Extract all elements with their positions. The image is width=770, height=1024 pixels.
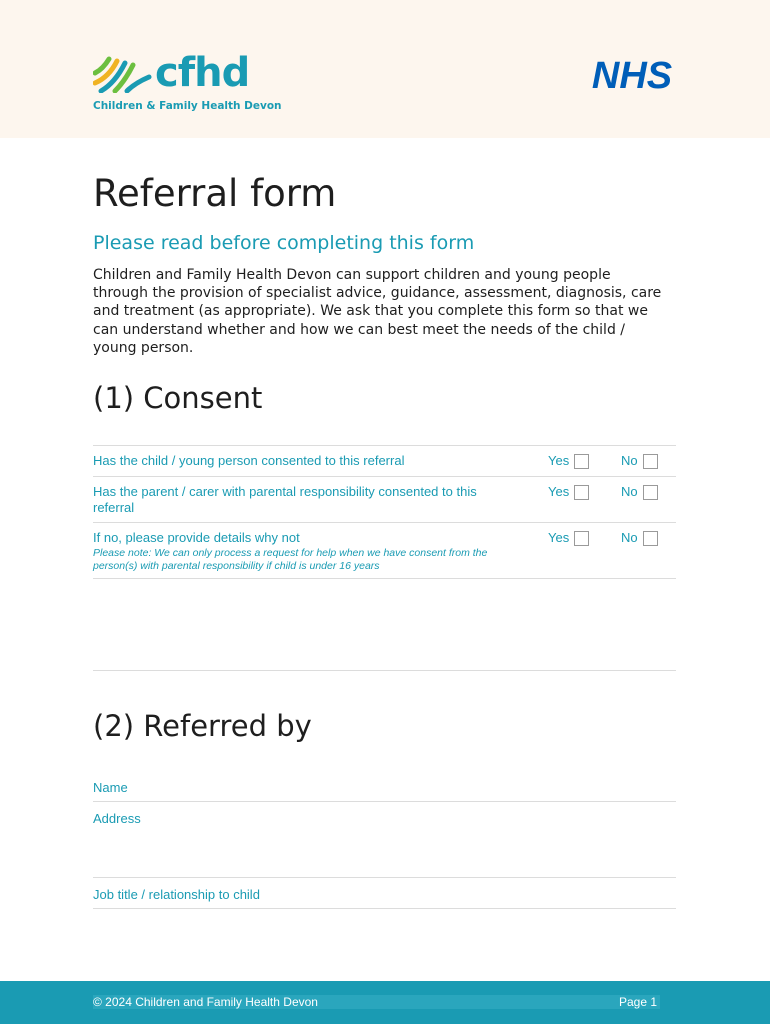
- footer-page-number: Page 1: [619, 995, 658, 1009]
- cfhd-logo-mark-icon: [93, 55, 153, 93]
- no-checkbox[interactable]: [643, 454, 658, 469]
- job-title-label: Job title / relationship to child: [93, 887, 260, 902]
- yes-checkbox[interactable]: [574, 531, 589, 546]
- footer-copyright: © 2024 Children and Family Health Devon: [93, 995, 318, 1009]
- no-checkbox[interactable]: [643, 485, 658, 500]
- yes-label: Yes: [548, 453, 570, 468]
- consent-yes-option[interactable]: [548, 484, 589, 500]
- consent-row: [93, 476, 676, 522]
- yes-checkbox[interactable]: [574, 454, 589, 469]
- address-field[interactable]: [93, 811, 676, 878]
- page-subtitle: Please read before completing this form: [93, 232, 475, 254]
- no-label: No: [621, 530, 638, 545]
- consent-question: Has the parent / carer with parental responsibility consented to this referral: [93, 484, 477, 515]
- cfhd-logo-wordmark: cfhd: [155, 50, 250, 96]
- consent-note: Please note: We can only process a request for help when we have consent from the person(s) with parental responsibility if child is under 16 years: [93, 547, 488, 572]
- yes-label: Yes: [548, 484, 570, 499]
- consent-table: [93, 445, 676, 671]
- consent-yes-option[interactable]: [548, 530, 589, 546]
- no-label: No: [621, 484, 638, 499]
- page-footer: [0, 981, 770, 1024]
- consent-details-field[interactable]: [93, 578, 676, 670]
- consent-question: If no, please provide details why not: [93, 530, 300, 545]
- yes-checkbox[interactable]: [574, 485, 589, 500]
- nhs-logo: [584, 58, 680, 92]
- address-label: Address: [93, 811, 141, 826]
- page-title: Referral form: [93, 172, 337, 215]
- consent-question: Has the child / young person consented to this referral: [93, 453, 405, 468]
- intro-paragraph: Children and Family Health Devon can support children and young people through the provision of specialist advice, guidance, assessment, diagnosis, care and treatment (as appropriate). We ask that you complete this form so that we can understand whether and how we can best meet the needs of the child / young person.: [93, 267, 662, 356]
- nhs-logo-text: NHS: [591, 58, 673, 92]
- consent-no-option[interactable]: [621, 530, 658, 546]
- consent-no-option[interactable]: [621, 484, 658, 500]
- consent-heading: (1) Consent: [93, 381, 263, 415]
- consent-row: [93, 445, 676, 476]
- cfhd-logo: [93, 50, 282, 117]
- header-band: [0, 0, 770, 138]
- yes-label: Yes: [548, 530, 570, 545]
- referred-by-heading: (2) Referred by: [93, 709, 312, 743]
- cfhd-logo-subtitle: Children & Family Health Devon: [93, 100, 282, 112]
- consent-row: [93, 522, 676, 578]
- no-label: No: [621, 453, 638, 468]
- divider: [93, 670, 676, 671]
- name-field[interactable]: [93, 780, 676, 802]
- consent-yes-option[interactable]: [548, 453, 589, 469]
- no-checkbox[interactable]: [643, 531, 658, 546]
- consent-no-option[interactable]: [621, 453, 658, 469]
- job-title-field[interactable]: [93, 887, 676, 909]
- name-label: Name: [93, 780, 128, 795]
